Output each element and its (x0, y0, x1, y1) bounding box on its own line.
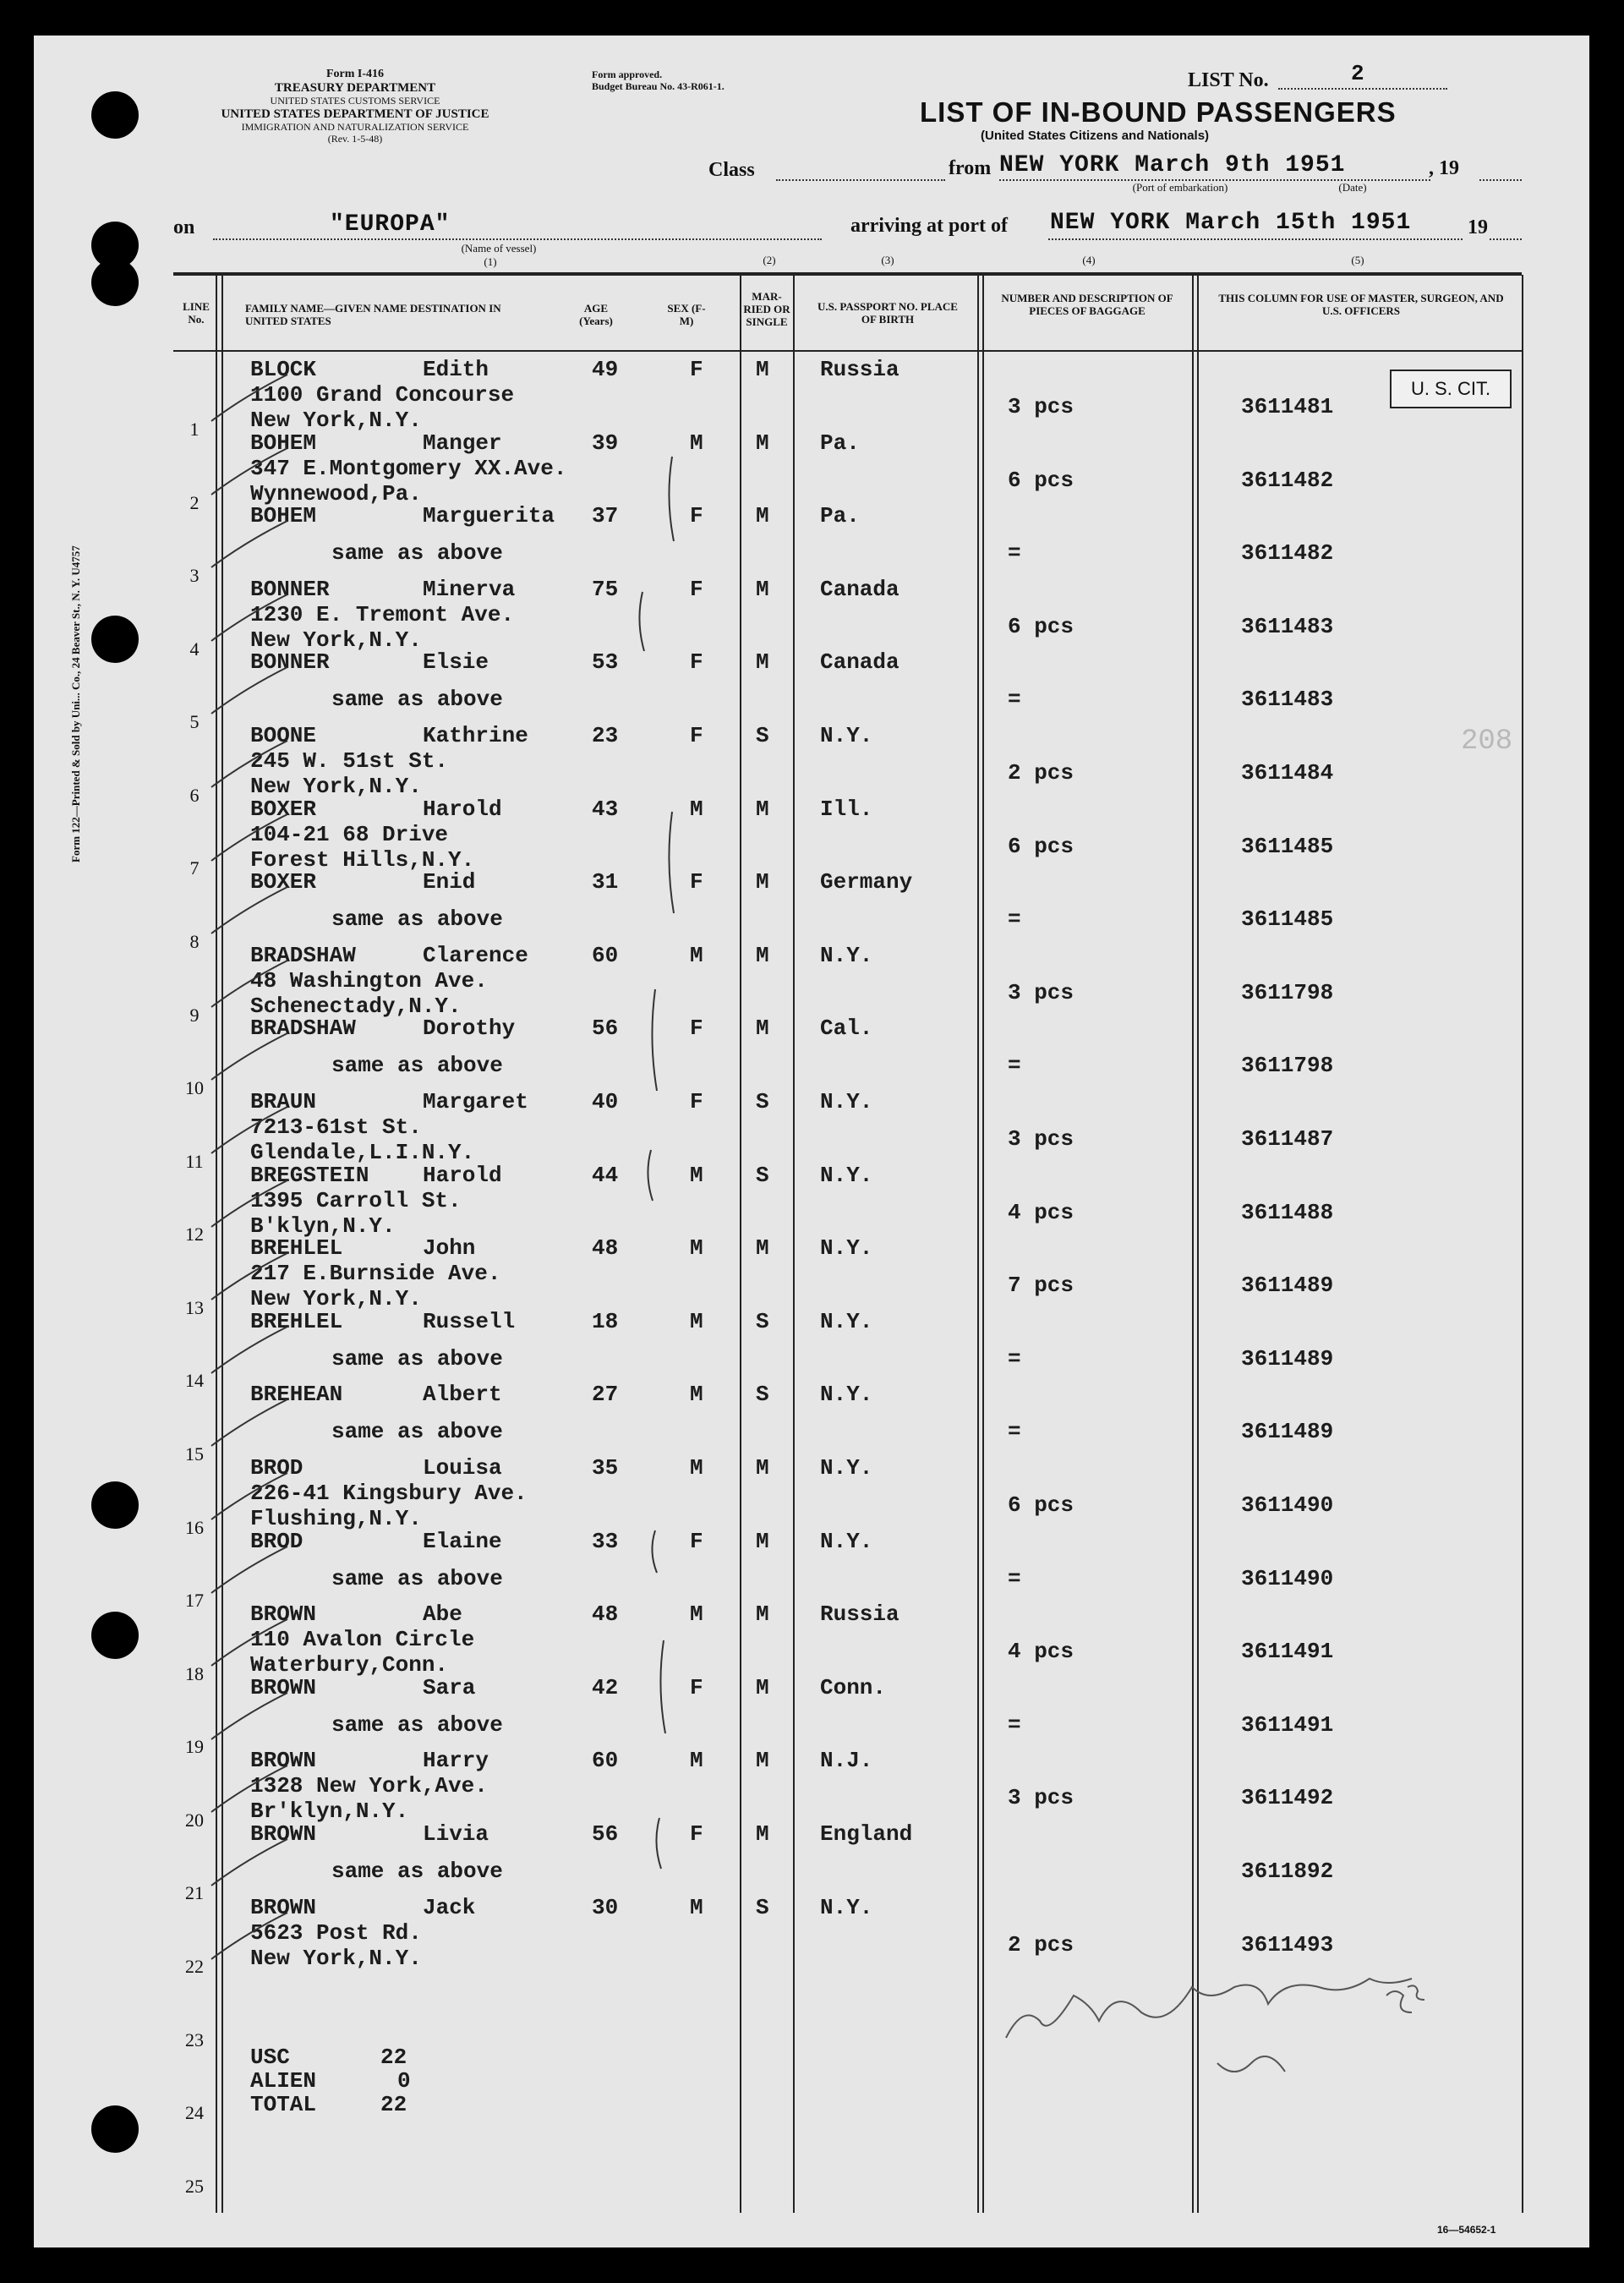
passenger-address-line1: 48 Washington Ave. (250, 968, 488, 994)
passenger-sex: M (690, 1309, 703, 1334)
totals-usc-label: USC (250, 2045, 290, 2070)
passenger-officer-number: 3611485 (1241, 834, 1334, 859)
passenger-age: 60 (592, 1748, 619, 1773)
passenger-address-line1: 217 E.Burnside Ave. (250, 1261, 501, 1286)
passenger-baggage: = (1008, 1566, 1021, 1591)
passenger-officer-number: 3611490 (1241, 1492, 1334, 1518)
passenger-marital-status: M (756, 1016, 769, 1041)
passenger-age: 53 (592, 649, 619, 675)
passenger-given-name: Elaine (423, 1529, 502, 1554)
line-number: 2 (189, 492, 200, 513)
passenger-surname: BREHEAN (250, 1382, 343, 1407)
col-header-married: MAR-RIED OR SINGLE (743, 290, 790, 328)
passenger-given-name: Louisa (423, 1455, 502, 1481)
passenger-baggage: 7 pcs (1008, 1273, 1074, 1298)
passenger-sex: F (690, 649, 703, 675)
col-num-3: (3) (881, 254, 894, 266)
faint-stamp: 208 (1461, 725, 1513, 758)
passenger-officer-number: 3611484 (1241, 760, 1334, 786)
passenger-surname: BROD (250, 1455, 303, 1481)
col-header-name: FAMILY NAME—GIVEN NAME DESTINATION IN UNITED STATES (245, 302, 501, 327)
immigration-label: IMMIGRATION AND NATURALIZATION SERVICE (241, 121, 469, 134)
line-number: 5 (189, 711, 200, 732)
passenger-given-name: Marguerita (423, 503, 555, 528)
passenger-age: 30 (592, 1895, 619, 1920)
passenger-address-line1: 245 W. 51st St. (250, 748, 449, 774)
passenger-sex: F (690, 503, 703, 528)
passenger-birthplace: England (820, 1821, 913, 1847)
passenger-birthplace: N.Y. (820, 1529, 873, 1554)
passenger-sex: F (690, 1529, 703, 1554)
col-num-2: (2) (763, 254, 776, 266)
passenger-given-name: Kathrine (423, 723, 528, 748)
passenger-given-name: Sara (423, 1675, 476, 1700)
col-num-4: (4) (1082, 254, 1096, 266)
passenger-officer-number: 3611489 (1241, 1273, 1334, 1298)
passenger-birthplace: N.Y. (820, 1455, 873, 1481)
passenger-baggage: 3 pcs (1008, 1785, 1074, 1810)
passenger-surname: BREGSTEIN (250, 1163, 369, 1188)
passenger-sex: M (690, 797, 703, 822)
passenger-marital-status: M (756, 943, 769, 968)
passenger-officer-number: 3611483 (1241, 614, 1334, 639)
passenger-surname: BLOCK (250, 357, 317, 382)
passenger-surname: BOXER (250, 797, 317, 822)
line-number: 12 (185, 1224, 204, 1245)
passenger-given-name: Livia (423, 1821, 489, 1847)
totals-alien-label: ALIEN (250, 2068, 317, 2094)
passenger-address-line1: same as above (331, 1712, 503, 1738)
passenger-baggage: 6 pcs (1008, 614, 1074, 639)
passenger-address-line1: same as above (331, 1346, 503, 1371)
passenger-officer-number: 3611482 (1241, 540, 1334, 566)
passenger-address-line1: 1100 Grand Concourse (250, 382, 515, 408)
line-number: 13 (185, 1297, 204, 1318)
justice-label: UNITED STATES DEPARTMENT OF JUSTICE (221, 107, 489, 122)
passenger-birthplace: N.Y. (820, 1163, 873, 1188)
passenger-sex: F (690, 723, 703, 748)
passenger-officer-number: 3611489 (1241, 1346, 1334, 1371)
passenger-baggage: 6 pcs (1008, 834, 1074, 859)
passenger-officer-number: 3611491 (1241, 1712, 1334, 1738)
passenger-marital-status: M (756, 1529, 769, 1554)
passenger-birthplace: N.Y. (820, 943, 873, 968)
passenger-sex: F (690, 869, 703, 895)
passenger-marital-status: S (756, 723, 769, 748)
from-value: NEW YORK March 9th 1951 (999, 152, 1346, 178)
line-number: 16 (185, 1517, 204, 1538)
line-number: 11 (185, 1151, 204, 1172)
passenger-address-line2: Glendale,L.I.N.Y. (250, 1140, 475, 1165)
passenger-sex: F (690, 577, 703, 602)
passenger-sex: F (690, 1821, 703, 1847)
passenger-age: 75 (592, 577, 619, 602)
from-label: from (949, 157, 992, 179)
passenger-sex: M (690, 1748, 703, 1773)
arriving-label: arriving at port of (850, 215, 1008, 237)
passenger-marital-status: S (756, 1895, 769, 1920)
passenger-birthplace: N.Y. (820, 1895, 873, 1920)
passenger-given-name: Edith (423, 357, 489, 382)
arriving-value: NEW YORK March 15th 1951 (1050, 210, 1412, 236)
passenger-baggage: = (1008, 906, 1021, 932)
passenger-officer-number: 3611487 (1241, 1126, 1334, 1152)
col-header-officers: THIS COLUMN FOR USE OF MASTER, SURGEON, AND U.S. OFFICERS (1218, 292, 1504, 317)
passenger-birthplace: Russia (820, 357, 899, 382)
passenger-given-name: Minerva (423, 577, 516, 602)
passenger-baggage: = (1008, 1419, 1021, 1444)
line-number: 9 (189, 1005, 200, 1026)
passenger-surname: BOHEM (250, 430, 317, 456)
passenger-address-line1: 226-41 Kingsbury Ave. (250, 1481, 528, 1506)
date-caption: (Date) (1338, 181, 1367, 194)
revision-label: (Rev. 1-5-48) (327, 133, 383, 145)
passenger-birthplace: Russia (820, 1601, 899, 1627)
passenger-sex: M (690, 1455, 703, 1481)
passenger-sex: F (690, 1016, 703, 1041)
line-number: 14 (185, 1370, 204, 1391)
passenger-birthplace: Pa. (820, 430, 860, 456)
passenger-address-line1: 110 Avalon Circle (250, 1627, 475, 1652)
passenger-age: 56 (592, 1016, 619, 1041)
passenger-given-name: Harold (423, 797, 502, 822)
passenger-officer-number: 3611493 (1241, 1932, 1334, 1957)
passenger-baggage: 2 pcs (1008, 1932, 1074, 1957)
passenger-address-line1: same as above (331, 906, 503, 932)
line-number: 3 (189, 565, 200, 586)
passenger-baggage: 4 pcs (1008, 1200, 1074, 1225)
passenger-baggage: 6 pcs (1008, 1492, 1074, 1518)
passenger-baggage: = (1008, 540, 1021, 566)
passenger-age: 48 (592, 1601, 619, 1627)
passenger-given-name: Clarence (423, 943, 528, 968)
line-number: 15 (185, 1443, 204, 1465)
passenger-officer-number: 3611481 (1241, 394, 1334, 419)
col-header-sex: SEX (F-M) (667, 302, 706, 327)
passenger-birthplace: N.Y. (820, 1309, 873, 1334)
approved-label: Form approved. (592, 68, 663, 80)
passenger-surname: BOHEM (250, 503, 317, 528)
passenger-given-name: Jack (423, 1895, 476, 1920)
form-number: Form I-416 (325, 68, 385, 80)
line-number: 6 (189, 785, 200, 806)
passenger-officer-number: 3611798 (1241, 980, 1334, 1005)
arriving-year: 19 (1468, 216, 1488, 238)
passenger-officer-number: 3611491 (1241, 1639, 1334, 1664)
vessel-caption: (Name of vessel) (461, 242, 537, 255)
passenger-address-line1: 1230 E. Tremont Ave. (250, 602, 515, 627)
passenger-sex: M (690, 430, 703, 456)
passenger-birthplace: Ill. (820, 797, 873, 822)
passenger-address-line2: New York,N.Y. (250, 627, 422, 653)
passenger-given-name: Margaret (423, 1089, 528, 1114)
passenger-address-line2: Forest Hills,N.Y. (250, 847, 475, 873)
passenger-given-name: Elsie (423, 649, 489, 675)
passenger-address-line2: Flushing,N.Y. (250, 1506, 422, 1531)
col-header-baggage: NUMBER AND DESCRIPTION OF PIECES OF BAGGAGE (1001, 292, 1173, 317)
passenger-age: 40 (592, 1089, 619, 1114)
passenger-surname: BREHLEL (250, 1235, 343, 1261)
passenger-sex: M (690, 1895, 703, 1920)
form-footer-code: 16—54652-1 (1437, 2224, 1496, 2236)
totals-usc-value: 22 (380, 2045, 407, 2070)
us-citizen-stamp: U. S. CIT. (1390, 370, 1512, 408)
passenger-baggage: 2 pcs (1008, 760, 1074, 786)
passenger-given-name: John (423, 1235, 476, 1261)
passenger-age: 43 (592, 797, 619, 822)
passenger-age: 42 (592, 1675, 619, 1700)
line-number: 25 (185, 2176, 204, 2197)
vessel-name: "EUROPA" (330, 211, 451, 238)
passenger-address-line1: 5623 Post Rd. (250, 1920, 422, 1946)
passenger-marital-status: M (756, 503, 769, 528)
passenger-address-line1: 1395 Carroll St. (250, 1188, 462, 1213)
passenger-surname: BROWN (250, 1601, 317, 1627)
passenger-sex: M (690, 1163, 703, 1188)
passenger-marital-status: S (756, 1089, 769, 1114)
handwritten-signature (1006, 1979, 1424, 2072)
passenger-age: 31 (592, 869, 619, 895)
list-title: LIST OF IN-BOUND PASSENGERS (920, 96, 1397, 128)
line-number: 20 (185, 1809, 204, 1831)
passenger-given-name: Dorothy (423, 1016, 516, 1041)
list-no-value: 2 (1351, 61, 1365, 86)
passenger-baggage: = (1008, 1053, 1021, 1078)
line-number: 1 (189, 419, 200, 440)
passenger-birthplace: Conn. (820, 1675, 887, 1700)
side-print-note: Form 122—Printed & Sold by Uni... Co., 24 Beaver St., N. Y. U4757 (69, 545, 82, 862)
passenger-given-name: Harold (423, 1163, 502, 1188)
passenger-address-line1: same as above (331, 1053, 503, 1078)
passenger-officer-number: 3611482 (1241, 468, 1334, 493)
passenger-sex: F (690, 1089, 703, 1114)
passenger-marital-status: M (756, 1601, 769, 1627)
passenger-address-line1: same as above (331, 1566, 503, 1591)
passenger-baggage: 6 pcs (1008, 468, 1074, 493)
passenger-age: 23 (592, 723, 619, 748)
col-header-passport: U.S. PASSPORT NO. PLACE OF BIRTH (817, 300, 958, 326)
passenger-marital-status: M (756, 869, 769, 895)
budget-label: Budget Bureau No. 43-R061-1. (592, 79, 725, 92)
passenger-marital-status: S (756, 1382, 769, 1407)
passenger-address-line2: B'klyn,N.Y. (250, 1213, 396, 1239)
line-number: 17 (185, 1590, 204, 1611)
passenger-address-line1: 1328 New York,Ave. (250, 1773, 488, 1798)
class-label: Class (708, 159, 755, 181)
passenger-birthplace: N.Y. (820, 1089, 873, 1114)
passenger-baggage: = (1008, 1346, 1021, 1371)
passenger-officer-number: 3611489 (1241, 1419, 1334, 1444)
passenger-sex: M (690, 1235, 703, 1261)
passenger-surname: BOONE (250, 723, 317, 748)
line-number: 24 (185, 2102, 204, 2123)
line-number: 19 (185, 1736, 204, 1757)
passenger-address-line1: 7213-61st St. (250, 1114, 422, 1140)
passenger-baggage: 3 pcs (1008, 394, 1074, 419)
passenger-marital-status: S (756, 1163, 769, 1188)
passenger-age: 60 (592, 943, 619, 968)
passenger-age: 44 (592, 1163, 619, 1188)
line-number: 21 (185, 1882, 204, 1903)
passenger-address-line2: New York,N.Y. (250, 408, 422, 433)
passenger-birthplace: N.Y. (820, 723, 873, 748)
passenger-marital-status: M (756, 1821, 769, 1847)
passenger-given-name: Manger (423, 430, 502, 456)
passenger-birthplace: Canada (820, 649, 899, 675)
col-header-line: LINE No. (183, 300, 210, 326)
passenger-baggage: 4 pcs (1008, 1639, 1074, 1664)
col-header-age: AGE (Years) (579, 302, 613, 327)
passenger-baggage: = (1008, 1712, 1021, 1738)
list-subtitle: (United States Citizens and Nationals) (981, 129, 1210, 143)
passenger-age: 33 (592, 1529, 619, 1554)
passenger-address-line1: same as above (331, 1419, 503, 1444)
passenger-age: 48 (592, 1235, 619, 1261)
treasury-label: TREASURY DEPARTMENT (274, 81, 436, 96)
passenger-birthplace: N.Y. (820, 1382, 873, 1407)
passenger-marital-status: M (756, 649, 769, 675)
line-number: 23 (185, 2029, 204, 2050)
passenger-officer-number: 3611892 (1241, 1859, 1334, 1884)
passenger-surname: BONNER (250, 577, 330, 602)
col-num-5: (5) (1351, 254, 1364, 266)
line-number: 22 (185, 1956, 204, 1977)
passenger-sex: M (690, 1382, 703, 1407)
passenger-officer-number: 3611483 (1241, 687, 1334, 712)
passenger-age: 39 (592, 430, 619, 456)
on-label: on (173, 216, 195, 238)
passenger-address-line2: New York,N.Y. (250, 1946, 422, 1971)
passenger-birthplace: N.Y. (820, 1235, 873, 1261)
passenger-address-line1: same as above (331, 540, 503, 566)
passenger-surname: BRAUN (250, 1089, 317, 1114)
passenger-surname: BOXER (250, 869, 317, 895)
passenger-age: 27 (592, 1382, 619, 1407)
passenger-address-line2: Waterbury,Conn. (250, 1652, 449, 1678)
vessel-caption-num: (1) (484, 255, 497, 268)
list-no-label: LIST No. (1188, 69, 1269, 91)
passenger-marital-status: M (756, 1675, 769, 1700)
line-number: 8 (189, 931, 200, 952)
passenger-address-line2: Schenectady,N.Y. (250, 994, 462, 1019)
passenger-surname: BREHLEL (250, 1309, 343, 1334)
passenger-age: 37 (592, 503, 619, 528)
passenger-address-line2: New York,N.Y. (250, 1286, 422, 1311)
passenger-officer-number: 3611798 (1241, 1053, 1334, 1078)
passenger-age: 49 (592, 357, 619, 382)
passenger-marital-status: M (756, 430, 769, 456)
passenger-given-name: Abe (423, 1601, 462, 1627)
passenger-birthplace: Canada (820, 577, 899, 602)
line-number: 10 (185, 1077, 204, 1098)
passenger-given-name: Albert (423, 1382, 502, 1407)
passenger-baggage: = (1008, 687, 1021, 712)
passenger-birthplace: N.J. (820, 1748, 873, 1773)
passenger-address-line2: Br'klyn,N.Y. (250, 1798, 409, 1824)
passenger-surname: BRADSHAW (250, 943, 356, 968)
passenger-address-line2: Wynnewood,Pa. (250, 481, 422, 506)
passenger-officer-number: 3611490 (1241, 1566, 1334, 1591)
passenger-sex: F (690, 1675, 703, 1700)
customs-label: UNITED STATES CUSTOMS SERVICE (270, 95, 440, 107)
passenger-age: 56 (592, 1821, 619, 1847)
passenger-officer-number: 3611485 (1241, 906, 1334, 932)
passenger-surname: BONNER (250, 649, 330, 675)
passenger-birthplace: Pa. (820, 503, 860, 528)
passenger-marital-status: M (756, 1455, 769, 1481)
passenger-baggage: 3 pcs (1008, 1126, 1074, 1152)
passenger-officer-number: 3611492 (1241, 1785, 1334, 1810)
passenger-marital-status: M (756, 577, 769, 602)
check-stroke-group (211, 375, 674, 1959)
passenger-sex: M (690, 943, 703, 968)
passenger-sex: F (690, 357, 703, 382)
passenger-surname: BROWN (250, 1748, 317, 1773)
passenger-age: 18 (592, 1309, 619, 1334)
passenger-address-line1: same as above (331, 1859, 503, 1884)
passenger-address-line2: New York,N.Y. (250, 774, 422, 799)
totals-alien-value: 0 (397, 2068, 411, 2094)
passenger-marital-status: M (756, 1235, 769, 1261)
totals-total-value: 22 (380, 2092, 407, 2117)
passenger-marital-status: S (756, 1309, 769, 1334)
passenger-baggage: 3 pcs (1008, 980, 1074, 1005)
passenger-officer-number: 3611488 (1241, 1200, 1334, 1225)
passenger-sex: M (690, 1601, 703, 1627)
line-number: 7 (189, 857, 200, 879)
passenger-surname: BROWN (250, 1895, 317, 1920)
passenger-address-line1: same as above (331, 687, 503, 712)
passenger-birthplace: Germany (820, 869, 913, 895)
passenger-surname: BROWN (250, 1675, 317, 1700)
passenger-address-line1: 347 E.Montgomery XX.Ave. (250, 456, 567, 481)
passenger-given-name: Enid (423, 869, 476, 895)
passenger-marital-status: M (756, 1748, 769, 1773)
passenger-given-name: Russell (423, 1309, 516, 1334)
passenger-given-name: Harry (423, 1748, 489, 1773)
passenger-marital-status: M (756, 797, 769, 822)
line-number: 4 (189, 638, 200, 660)
line-number: 18 (185, 1663, 204, 1684)
port-embark-caption: (Port of embarkation) (1132, 181, 1228, 194)
totals-total-label: TOTAL (250, 2092, 317, 2117)
year-suffix: , 19 (1429, 157, 1459, 179)
passenger-surname: BRADSHAW (250, 1016, 356, 1041)
passenger-address-line1: 104-21 68 Drive (250, 822, 449, 847)
passenger-marital-status: M (756, 357, 769, 382)
passenger-birthplace: Cal. (820, 1016, 873, 1041)
passenger-age: 35 (592, 1455, 619, 1481)
passenger-surname: BROD (250, 1529, 303, 1554)
passenger-surname: BROWN (250, 1821, 317, 1847)
